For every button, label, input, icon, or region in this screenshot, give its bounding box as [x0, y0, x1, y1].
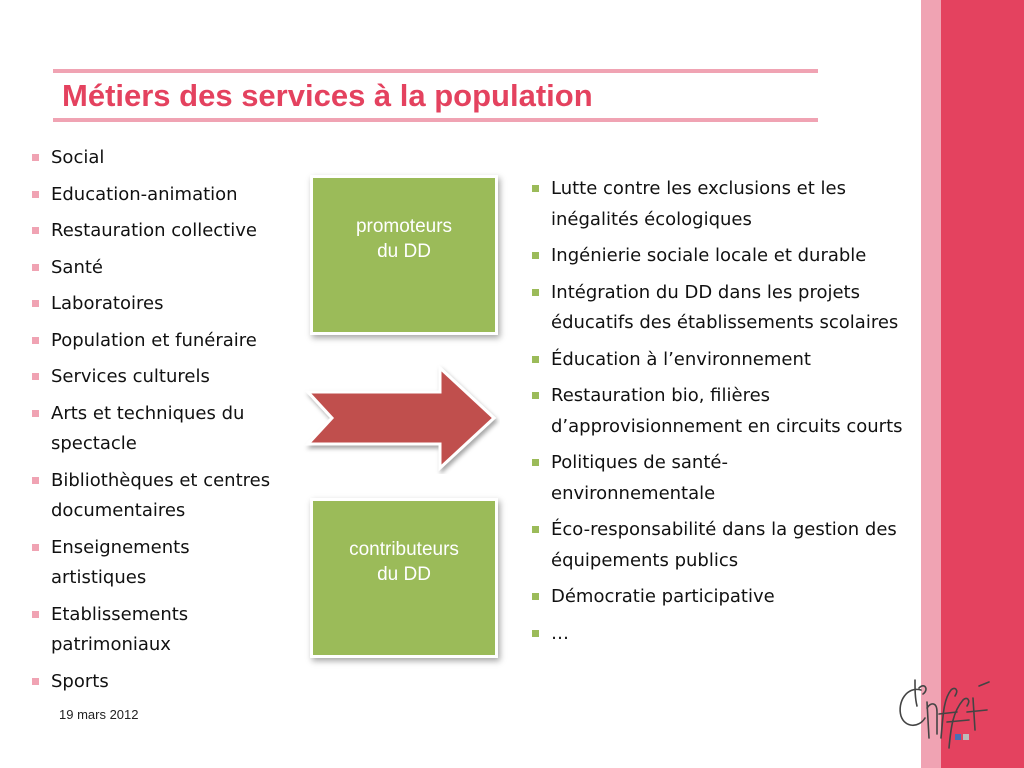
- list-item-text: Éducation à l’environnement: [551, 348, 811, 370]
- list-item-text: Restauration bio, filières d’approvisionnement en circuits courts: [551, 385, 903, 437]
- list-item-text: Enseignements artistiques: [51, 536, 190, 588]
- list-item: [32, 399, 291, 460]
- promoteurs-label: promoteurs du DD: [355, 216, 453, 262]
- right-arrow-icon: [300, 362, 500, 474]
- bullet-marker: [532, 593, 539, 600]
- left-bullet-list: [32, 143, 312, 703]
- bullet-marker: [32, 373, 39, 380]
- list-item-text: Etablissements patrimoniaux: [51, 603, 189, 655]
- bullet-marker: [32, 154, 39, 161]
- list-item: [32, 466, 316, 527]
- list-item-text: Services culturels: [51, 366, 210, 387]
- decorative-stripe-dark: [941, 0, 1024, 768]
- list-item: [32, 667, 312, 698]
- list-item-text: Sports: [51, 670, 109, 692]
- list-item-text: Santé: [51, 256, 103, 278]
- list-item: [32, 326, 312, 357]
- bullet-marker: [32, 227, 39, 234]
- list-item: [532, 582, 917, 613]
- right-bullet-list: [532, 174, 917, 655]
- list-item: [532, 241, 917, 272]
- title-rule-top: [53, 69, 818, 73]
- list-item-text: Lutte contre les exclusions et les inégalités écologiques: [551, 178, 846, 230]
- slide-date: 19 mars 2012: [59, 707, 139, 722]
- list-item: [532, 619, 917, 650]
- list-item-text: Politiques de santé-environnementale: [551, 452, 728, 504]
- list-item-text: Population et funéraire: [51, 329, 257, 351]
- list-item: [32, 180, 312, 211]
- bullet-marker: [532, 392, 539, 399]
- list-item: [532, 174, 906, 235]
- list-item: [32, 253, 312, 284]
- bullet-marker: [532, 289, 539, 296]
- bullet-marker: [532, 356, 539, 363]
- list-item: [532, 278, 931, 339]
- list-item-text: Intégration du DD dans les projets éducatifs des établissements scolaires: [551, 281, 899, 333]
- list-item-text: Arts et techniques du spectacle: [51, 402, 245, 454]
- bullet-marker: [532, 185, 539, 192]
- contributeurs-label: contributeurs du DD: [349, 539, 459, 585]
- bullet-marker: [32, 678, 39, 685]
- list-item: [32, 216, 312, 247]
- bullet-marker: [32, 264, 39, 271]
- list-item: [32, 143, 312, 174]
- bullet-marker: [32, 337, 39, 344]
- bullet-marker: [532, 630, 539, 637]
- contributeurs-box: [310, 498, 498, 658]
- list-item-text: Éco-responsabilité dans la gestion des équipements publics: [551, 519, 897, 571]
- list-item-text: Restauration collective: [51, 220, 257, 241]
- cnfpt-logo: [893, 668, 1003, 750]
- list-item: [532, 381, 906, 442]
- bullet-marker: [532, 252, 539, 259]
- list-item: [32, 600, 241, 661]
- list-item-text: Social: [51, 147, 105, 168]
- list-item-text: Ingénierie sociale locale et durable: [551, 245, 867, 266]
- bullet-marker: [32, 477, 39, 484]
- list-item-text: Laboratoires: [51, 293, 164, 314]
- bullet-marker: [32, 410, 39, 417]
- list-item-text: …: [551, 622, 569, 644]
- bullet-marker: [32, 611, 39, 618]
- list-item: [32, 289, 312, 320]
- bullet-marker: [32, 191, 39, 198]
- bullet-marker: [532, 459, 539, 466]
- bullet-marker: [32, 544, 39, 551]
- list-item: [532, 345, 917, 376]
- list-item-text: Bibliothèques et centres documentaires: [51, 469, 271, 521]
- bullet-marker: [32, 300, 39, 307]
- list-item: [532, 448, 801, 509]
- list-item-text: Démocratie participative: [551, 586, 775, 607]
- promoteurs-box: [310, 175, 498, 335]
- list-item: [32, 533, 241, 594]
- bullet-marker: [532, 526, 539, 533]
- list-item-text: Education-animation: [51, 183, 238, 205]
- decorative-stripe-light: [921, 0, 941, 768]
- title-rule-bottom: [53, 118, 818, 122]
- slide-title: Métiers des services à la population: [62, 78, 593, 113]
- list-item: [32, 362, 312, 393]
- list-item: [532, 515, 926, 576]
